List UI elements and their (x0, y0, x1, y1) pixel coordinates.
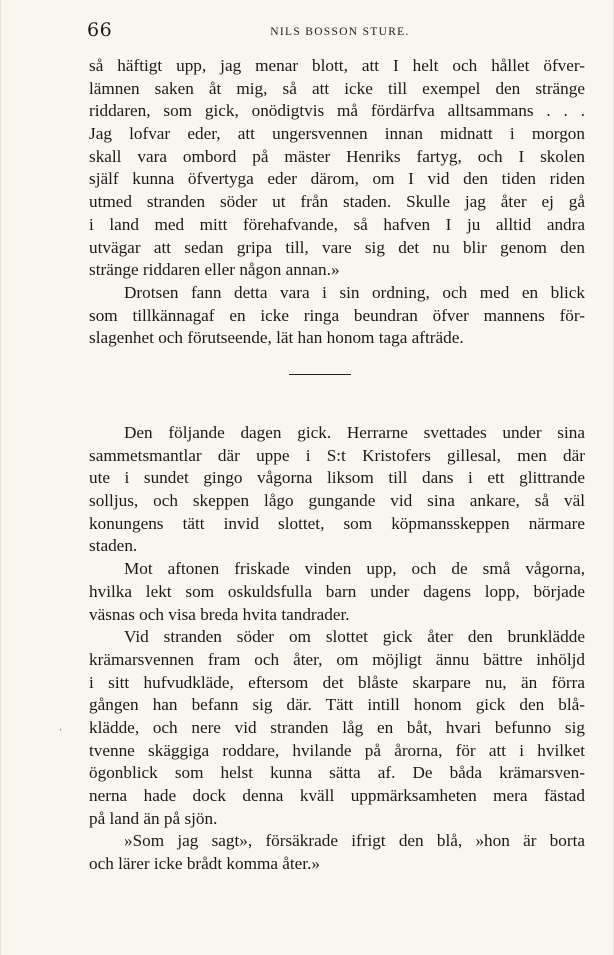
text-line: utvägar att sedan gripa till, vare sig det nu blir genom den (89, 237, 585, 257)
text-line: så häftigt upp, jag menar blott, att I helt och hållet öfver- (89, 56, 585, 75)
text-line: utmed stranden söder ut från staden. Skulle jag åter ej gå (89, 192, 585, 212)
section-divider (289, 374, 351, 375)
page-number: 66 (87, 19, 113, 41)
text-line: i land med mitt förehafvande, så hafven I ju alltid andra (89, 214, 585, 234)
paragraph (89, 626, 585, 830)
section-1-text (89, 55, 585, 350)
text-line: klädde, och nere vid stranden låg en båt, hvari befunno sig (89, 717, 585, 737)
text-line: stränge riddaren eller någon annan.» (89, 260, 340, 280)
text-line: staden. (89, 536, 138, 556)
paragraph (89, 422, 585, 558)
text-line: slagenhet och förutseende, lät han honom taga afträde. (89, 328, 464, 348)
paragraph (89, 558, 585, 626)
paragraph (89, 830, 585, 875)
text-line: som tillkännagaf en icke ringa beundran öfver mannens för- (89, 305, 585, 325)
text-line: Drotsen fann detta vara i sin ordning, och med en blick (124, 282, 585, 302)
text-line: skall vara ombord på mäster Henriks fartyg, och I skolen (89, 146, 585, 166)
text-line: Den följande dagen gick. Herrarne svettades under sina (124, 423, 585, 442)
text-line: själf kunna öfvertyga eder därom, om I vid den tiden riden (89, 169, 585, 189)
text-line: riddaren, som gick, onödigtvis må fördärfva alltsammans . . . (89, 101, 585, 121)
text-line: nerna hade dock denna kväll uppmärksamheten mera fästad (89, 786, 585, 805)
text-line: konungens tätt invid slottet, som köpmansskeppen närmare (89, 513, 585, 533)
text-line: sammetsmantlar där uppe i S:t Kristofers gillesal, men där (89, 445, 585, 465)
text-line: solljus, och skeppen lågo gungande vid sina ankare, så väl (89, 491, 585, 511)
text-line: ute i sundet gingo vågorna liksom till dans i ett glittrande (89, 468, 585, 488)
section-2-text (89, 422, 585, 876)
text-line: lämnen saken åt mig, så att icke till exempel den stränge (89, 78, 585, 98)
text-line: väsnas och visa breda hvita tandrader. (89, 604, 350, 624)
text-line: gången han befann sig där. Tätt intill honom gick den blå- (89, 695, 585, 715)
text-line: på land än på sjön. (89, 808, 218, 828)
paragraph (89, 55, 585, 282)
paragraph (89, 282, 585, 350)
text-line: i sitt hufvudkläde, eftersom det blåste skarpare nu, än förra (89, 672, 585, 692)
text-line: Jag lofvar eder, att ungersvennen innan midnatt i morgon (89, 124, 585, 144)
text-line: Vid stranden söder om slottet gick åter den brunklädde (124, 627, 585, 647)
text-line: krämarsvennen fram och åter, om möjligt ännu bättre inhöljd (89, 649, 585, 669)
text-line: hvilka lekt som oskuldsfulla barn under dagens lopp, började (89, 581, 585, 601)
text-line: och lärer icke brådt komma åter.» (89, 854, 320, 874)
running-title: NILS BOSSON STURE. (270, 26, 410, 38)
margin-mark: , (59, 722, 63, 733)
text-line: Mot aftonen friskade vinden upp, och de små vågorna, (124, 559, 585, 579)
text-line: »Som jag sagt», försäkrade ifrigt den blå, »hon är borta (124, 831, 585, 851)
text-line: ögonblick som helst kunna sätta af. De båda krämarsven- (89, 763, 585, 783)
text-line: tvenne skäggiga roddare, hvilande på årorna, för att i hvilket (89, 740, 585, 760)
